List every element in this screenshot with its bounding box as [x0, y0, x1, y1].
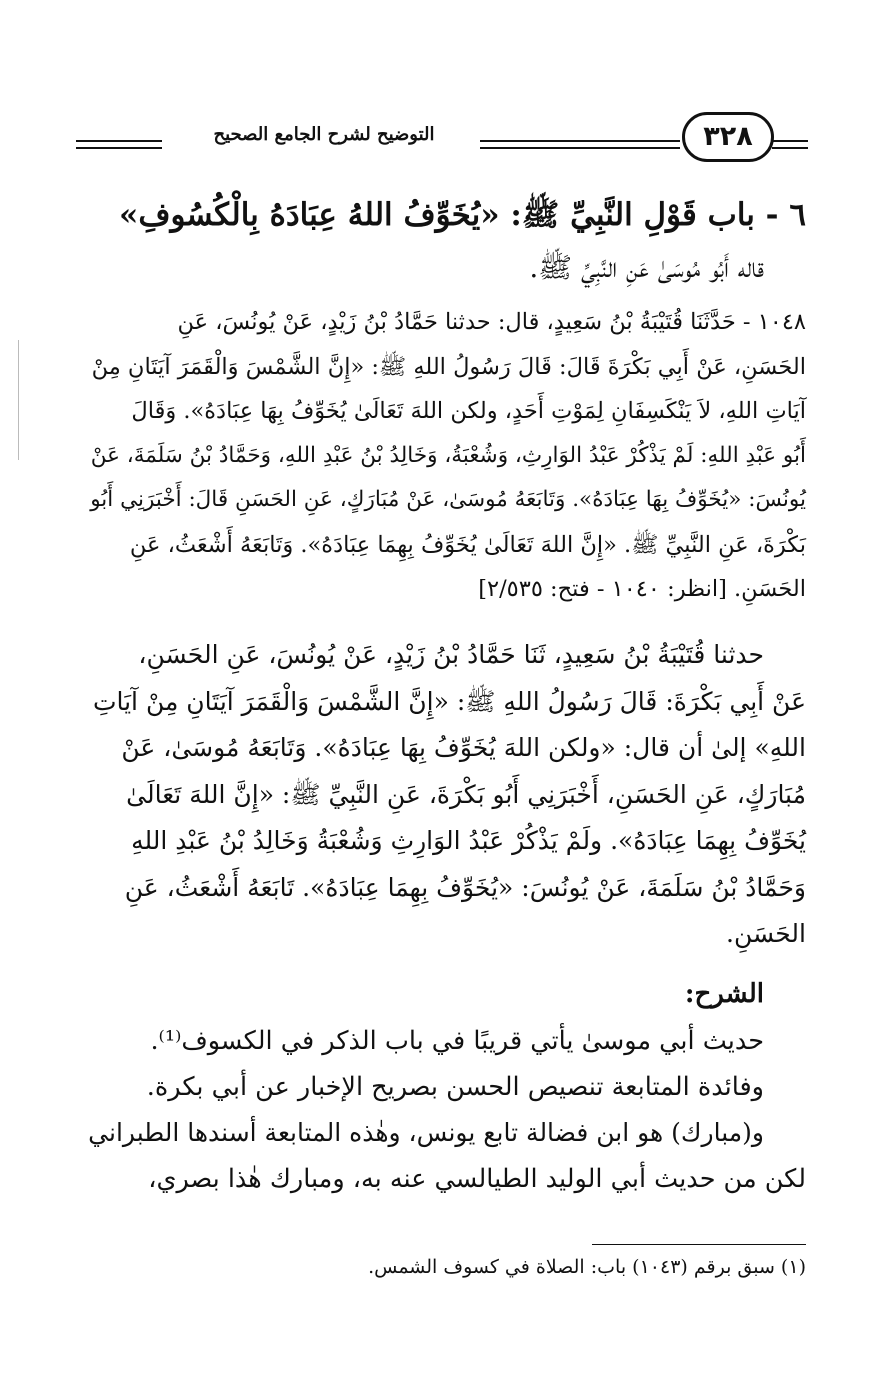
narration-line: الحَسَنِ. [726, 919, 806, 948]
hadith-line: الحَسَنِ. [انظر: ١٠٤٠ - فتح: ٢/٥٣٥] [478, 576, 806, 602]
narration-line: اللهِ» إلىٰ أن قال: «ولكن اللهَ يُخَوِّفُ بِهَا عِبَادَهُ». وَتَابَعَهُ مُوسَىٰ، عَنْ [121, 733, 806, 762]
footnote: (١) سبق برقم (١٠٤٣) باب: الصلاة في كسوف الشمس. [368, 1256, 806, 1278]
hadith-line: الحَسَنِ، عَنْ أَبِي بَكْرَةَ قَالَ: قَالَ رَسُولُ اللهِ ﷺ: «إِنَّ الشَّمْسَ وَالْقَمَرَ آيَتَانِ مِنْ [91, 353, 806, 380]
commentary-line: حديث أبي موسىٰ يأتي قريبًا في باب الذكر في الكسوف⁽¹⁾. [150, 1026, 764, 1056]
header-rule-left [76, 140, 162, 149]
chapter-heading: ٦ - باب قَوْلِ النَّبِيِّ ﷺ: «يُخَوِّفُ اللهُ عِبَادَهُ بِالْكُسُوفِ» [118, 197, 806, 233]
hadith-1048 [78, 300, 806, 612]
hadith-line: آيَاتِ اللهِ، لاَ يَنْكَسِفَانِ لِمَوْتِ أَحَدٍ، ولكن اللهَ تَعَالَىٰ يُخَوِّفُ بِهَا عِبَادَهُ». وَقَالَ [131, 398, 806, 424]
hadith-line: بَكْرَةَ، عَنِ النَّبِيِّ ﷺ. «إِنَّ اللهَ تَعَالَىٰ يُخَوِّفُ بِهِمَا عِبَادَهُ». وَتَابَعَهُ أَشْعَثُ، عَنِ [129, 531, 806, 558]
hadith-line: أَبُو عَبْدِ اللهِ: لَمْ يَذْكُرْ عَبْدُ الوَارِثِ، وَشُعْبَةُ، وَخَالِدُ بْنُ عَبْدِ اللهِ، وَحَمَّادُ بْنُ سَلَمَةَ، عَنْ [90, 442, 806, 468]
running-header [70, 108, 808, 164]
commentary-line: و(مبارك) هو ابن فضالة تابع يونس، وهٰذه المتابعة أسندها الطبراني [88, 1118, 764, 1147]
narration-line: عَنْ أَبِي بَكْرَةَ: قَالَ رَسُولُ اللهِ ﷺ: «إِنَّ الشَّمْسَ وَالْقَمَرَ آيَتَانِ مِنْ آيَاتِ [92, 686, 806, 716]
alternate-narration [78, 632, 806, 958]
sharh-commentary [78, 1018, 806, 1202]
narration-line: وَحَمَّادُ بْنُ سَلَمَةَ، عَنْ يُونُسَ: «يُخَوِّفُ بِهِمَا عِبَادَهُ». تَابَعَهُ أَشْعَثُ، عَنِ [124, 872, 806, 902]
narration-line: مُبَارَكٍ، عَنِ الحَسَنِ، أَخْبَرَنِي أَبُو بَكْرَةَ، عَنِ النَّبِيِّ ﷺ: «إِنَّ اللهَ تَعَالَىٰ [126, 779, 806, 809]
footnote-separator [592, 1244, 806, 1245]
header-rule-middle [480, 140, 680, 149]
hadith-line: ١٠٤٨ - حَدَّثَنَا قُتَيْبَةُ بْنُ سَعِيدٍ، قال: حدثنا حَمَّادُ بْنُ زَيْدٍ، عَنْ يُونُسَ، عَنِ [177, 309, 806, 335]
narrator-line: قاله أَبُو مُوسَىٰ عَنِ النَّبِيِّ ﷺ. [529, 251, 764, 284]
narration-line: حدثنا قُتَيْبَةُ بْنُ سَعِيدٍ، ثَنَا حَمَّادُ بْنُ زَيْدٍ، عَنْ يُونُسَ، عَنِ الحَسَنِ، [138, 640, 764, 669]
page-number: ٣٢٨ [682, 112, 774, 162]
narration-line: يُخَوِّفُ بِهِمَا عِبَادَهُ». ولَمْ يَذْكُرْ عَبْدُ الوَارِثِ وَشُعْبَةُ وَخَالِدُ بْنُ عَبْدِ اللهِ [131, 826, 806, 855]
commentary-line: لكن من حديث أبي الوليد الطيالسي عنه به، ومبارك هٰذا بصري، [148, 1164, 806, 1194]
commentary-line: وفائدة المتابعة تنصيص الحسن بصريح الإخبار عن أبي بكرة. [146, 1072, 764, 1102]
margin-line [18, 340, 19, 460]
header-rule-right [772, 140, 808, 149]
sharh-heading: الشرح: [684, 979, 764, 1009]
hadith-line: يُونُسَ: «يُخَوِّفُ بِهَا عِبَادَهُ». وَتَابَعَهُ مُوسَىٰ، عَنْ مُبَارَكٍ، عَنِ الحَسَنِ قَالَ: أَخْبَرَنِي أَبُو [90, 487, 806, 512]
running-title: التوضيح لشرح الجامع الصحيح [213, 124, 435, 145]
